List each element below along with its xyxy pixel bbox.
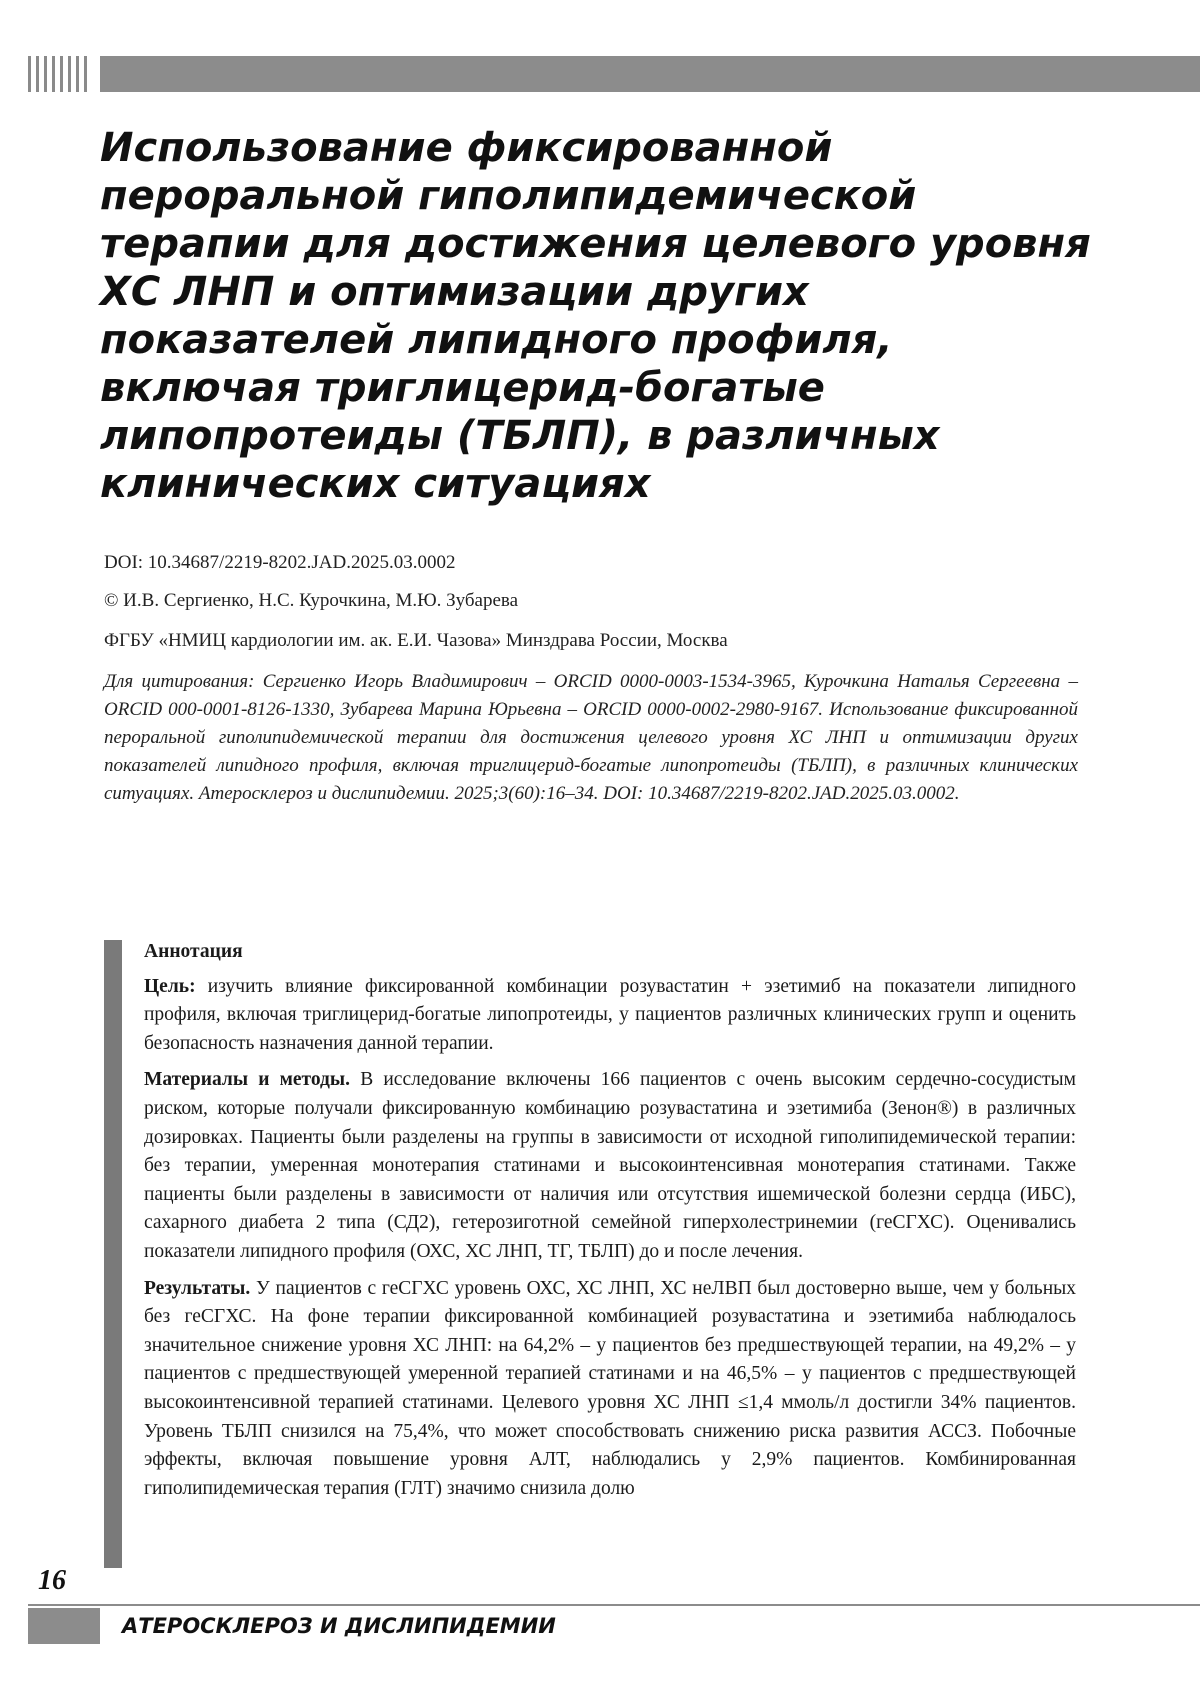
goal-text: изучить влияние фиксированной комбинации розувастатин + эзетимиб на показатели липидного профиля, включая триглицерид-богатые липопротеиды, у пациентов различных клинических групп и оценить безопасность назначения данной терапии.	[144, 976, 1076, 1054]
header-stripes-decoration	[28, 56, 98, 92]
citation: Для цитирования: Сергиенко Игорь Владимирович – ORCID 0000-0003-1534-3965, Курочкина Наталья Сергеевна – ORCID 000-0001-8126-1330, Зубарева Марина Юрьевна – ORCID 0000-0002-2980-9167. Использование фиксированной пероральной гиполипидемической терапии для достижения целевого уровня ХС ЛНП и оптимизации других показателей липидного профиля, включая триглицерид-богатые липопротеиды (ТБЛП), в различных клинических ситуациях. Атеросклероз и дислипидемии. 2025;3(60):16–34. DOI: 10.34687/2219-8202.JAD.2025.03.0002.	[104, 668, 1078, 808]
section-header	[28, 56, 1200, 92]
goal-label: Цель:	[144, 976, 196, 997]
abstract-methods	[144, 1066, 1076, 1266]
abstract	[144, 938, 1076, 1511]
page-number: 16	[38, 1565, 66, 1597]
footer-rule	[28, 1604, 1200, 1606]
article-title: Использование фиксированной пероральной гиполипидемической терапии для достижения целевого уровня ХС ЛНП и оптимизации других показателей липидного профиля, включая триглицерид-богатые липопротеиды (ТБЛП), в различных клинических ситуациях	[100, 124, 1100, 508]
abstract-goal	[144, 973, 1076, 1059]
section-label: Оригинальные статьи	[118, 4, 339, 32]
doi: DOI: 10.34687/2219-8202.JAD.2025.03.0002	[104, 552, 1104, 574]
affiliation: ФГБУ «НМИЦ кардиологии им. ак. Е.И. Чазова» Минздрава России, Москва	[104, 630, 1104, 652]
results-text: У пациентов с геСГХС уровень ОХС, ХС ЛНП, ХС неЛВП был достоверно выше, чем у больных без геСГХС. На фоне терапии фиксированной комбинацией розувастатина и эзетимиба наблюдалось значительное снижение уровня ХС ЛНП: на 64,2% – у пациентов без предшествующей терапии, на 49,2% – у пациентов с предшествующей умеренной терапией статинами и на 46,5% – у пациентов с предшествующей высокоинтенсивной терапией статинами. Целевого уровня ХС ЛНП ≤1,4 ммоль/л достигли 34% пациентов. Уровень ТБЛП снизился на 75,4%, что может способствовать снижению риска развития АССЗ. Побочные эффекты, включая повышение уровня АЛТ, наблюдались у 2,9% пациентов. Комбинированная гиполипидемическая терапия (ГЛТ) значимо снизила долю	[144, 1278, 1076, 1499]
abstract-side-bar	[104, 940, 122, 1568]
methods-label: Материалы и методы.	[144, 1069, 350, 1090]
methods-text: В исследование включены 166 пациентов с очень высоким сердечно-сосудистым риском, которые получали фиксированную комбинацию розувастатина и эзетимиба (Зенон®) в различных дозировках. Пациенты были разделены на группы в зависимости от исходной гиполипидемической терапии: без терапии, умеренная монотерапия статинами и высокоинтенсивная монотерапия статинами. Также пациенты были разделены в зависимости от наличия или отсутствия ишемической болезни сердца (ИБС), сахарного диабета 2 типа (СД2), гетерозиготной семейной гиперхолестринемии (геСГХС). Оценивались показатели липидного профиля (ОХС, ХС ЛНП, ТГ, ТБЛП) до и после лечения.	[144, 1069, 1076, 1262]
abstract-heading: Аннотация	[144, 938, 1076, 967]
journal-name: АТЕРОСКЛЕРОЗ И ДИСЛИПИДЕМИИ	[122, 1612, 556, 1640]
authors: © И.В. Сергиенко, Н.С. Курочкина, М.Ю. Зубарева	[104, 590, 1104, 612]
header-bar	[100, 56, 1200, 92]
footer-block	[28, 1608, 100, 1644]
results-label: Результаты.	[144, 1278, 250, 1299]
abstract-results	[144, 1275, 1076, 1504]
